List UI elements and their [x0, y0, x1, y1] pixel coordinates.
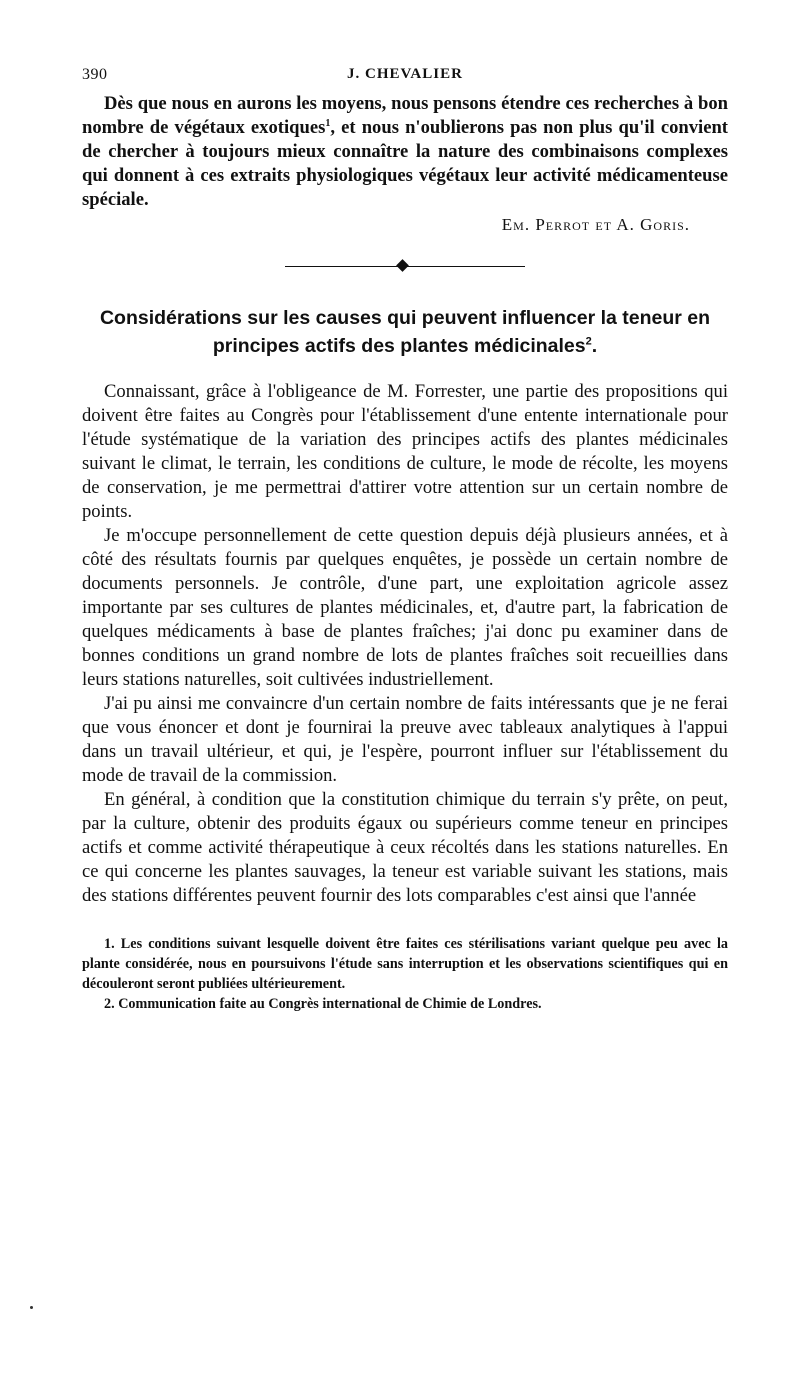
section-divider: [285, 260, 525, 274]
body-paragraph-2: Je m'occupe personnellement de cette question depuis déjà plusieurs années, et à côté des résultats fournis par quelques enquêtes, je possède un certain nombre de documents personnels. Je contrôle, d'une part, une exploitation agricole assez importante par ses cultures de plantes médicinales, et, d'autre part, la fabrication de quelques médicaments à base de plantes fraîches; j'ai donc pu examiner dans de bonnes conditions un grand nombre de lots de plantes fraîches soit recueillies dans leurs stations naturelles, soit cultivées industriellement.: [82, 525, 728, 690]
article-title: Considérations sur les causes qui peuvent influencer la teneur en principes actifs des plantes médicinales$^2$.: [99, 307, 711, 357]
signature: Em. Perrot et A. Goris.: [501, 215, 690, 234]
body-paragraph-1: Connaissant, grâce à l'obligeance de M. Forrester, une partie des propositions qui doivent être faites au Congrès pour l'établissement d'une entente internationale pour l'étude systématique de la variation des principes actifs des plantes médicinales suivant le climat, le terrain, les conditions de culture, le mode de récolte, les moyens de conservation, je me permettrai d'attirer votre attention sur un certain nombre de points.: [82, 381, 728, 522]
intro-paragraph: [82, 92, 728, 212]
ink-speck: [30, 1306, 33, 1309]
footnotes: [82, 934, 728, 1014]
footnote-2: 2. Communication faite au Congrès international de Chimie de Londres.: [104, 996, 542, 1012]
body-paragraph-3: J'ai pu ainsi me convaincre d'un certain nombre de faits intéressants que je ne ferai que vous énoncer et dont je fournirai la preuve avec tableaux analytiques à l'appui dans un travail ultérieur, et qui, je l'espère, pourront influer sur l'établissement du mode de travail de la commission.: [82, 693, 728, 786]
body-paragraph-4: En général, à condition que la constitution chimique du terrain s'y prête, on peut, par la culture, obtenir des produits égaux ou supérieurs comme teneur en principes actifs et comme activité thérapeutique à ceux récoltés dans les stations naturelles. En ce qui concerne les plantes sauvages, la teneur est variable suivant les stations, mais des stations différentes peuvent fournir des lots comparables c'est ainsi que l'année: [82, 789, 728, 906]
intro-paragraph-end: , et nous n'oublierons pas non plus qu'il convient de chercher à toujours mieux connaître la nature des combinaisons complexes qui donnent à ces extraits physiologiques végétaux leur activité médicamenteuse spéciale.: [82, 117, 728, 210]
diamond-ornament-icon: [396, 259, 409, 272]
footnote-ref-2: 2: [585, 335, 592, 348]
running-head: J. CHEVALIER: [347, 66, 463, 82]
footnote-ref-1: 1: [325, 117, 331, 129]
article-title-text: Considérations sur les causes qui peuvent influencer la teneur en principes actifs des plantes médicinales: [99, 307, 711, 357]
page-header: [82, 66, 728, 92]
page-number: 390: [82, 66, 108, 83]
footnote-1: 1. Les conditions suivant lesquelle doivent être faites ces stérilisations variant quelque peu avec la plante considérée, nous en poursuivons l'étude sans interruption et les observations scientifiques qui en découleront seront publiées ultérieurement.: [82, 936, 728, 992]
intro-paragraph-start: Dès que nous en aurons les moyens, nous pensons étendre ces recherches à bon nombre de végétaux exotiques: [82, 93, 728, 138]
page: [82, 66, 728, 1014]
